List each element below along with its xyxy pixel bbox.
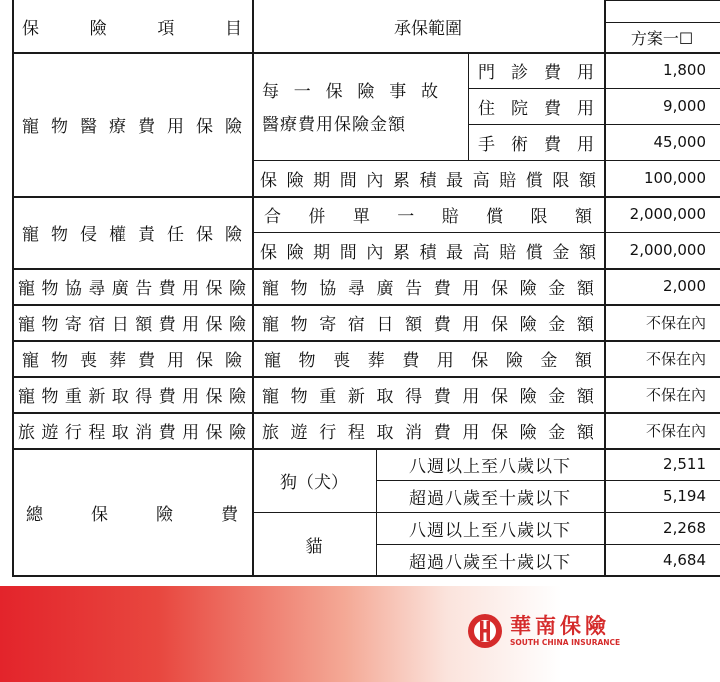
label-char: 得 [405, 386, 423, 407]
label-char: 間 [339, 242, 357, 263]
label-char: 宿 [347, 314, 365, 335]
label-char: 額 [576, 386, 594, 407]
name-char: 保 [196, 116, 213, 137]
label-char: 用 [462, 314, 480, 335]
label-char: 金 [548, 386, 566, 407]
brand-name: 華南保險 [510, 613, 610, 638]
header-char: 項 [157, 18, 175, 39]
label-char: 費 [402, 350, 420, 371]
label-char: 償 [525, 170, 543, 191]
label-char: 限 [530, 206, 548, 227]
label-char: 最 [446, 242, 464, 263]
label-char: 累 [392, 242, 410, 263]
label-char: 費 [433, 422, 451, 443]
label-char: 費 [544, 62, 561, 83]
label-char: 行 [319, 422, 337, 443]
label-char: 寵 [262, 386, 279, 407]
label-char: 費 [544, 134, 561, 155]
label-char: 用 [577, 98, 594, 119]
liability-single-value: 2,000,000 [629, 205, 706, 223]
label-char: 保 [491, 314, 508, 335]
name-char: 宿 [88, 314, 106, 335]
name-char: 取 [111, 386, 129, 407]
label-char: 額 [574, 350, 592, 371]
liability-single-label [252, 196, 604, 232]
label-char: 住 [478, 98, 495, 119]
name-char: 侵 [80, 224, 97, 245]
table-top-border [604, 0, 720, 1]
label-char: 遊 [290, 422, 308, 443]
boarding-label [252, 304, 604, 340]
name-char: 保 [205, 386, 223, 407]
name-char: 新 [88, 386, 106, 407]
label-char: 險 [519, 422, 537, 443]
name-char: 險 [225, 224, 242, 245]
label-char: 費 [433, 386, 451, 407]
liability-total-value: 2,000,000 [629, 241, 706, 259]
label-char: 保 [260, 242, 277, 263]
label-char: 險 [519, 278, 537, 299]
label-char: 險 [505, 350, 523, 371]
name-char: 消 [135, 422, 153, 443]
label-char: 門 [478, 62, 495, 83]
name-char: 險 [228, 314, 246, 335]
name-char: 行 [64, 422, 82, 443]
name-char: 險 [228, 422, 246, 443]
name-char: 取 [111, 422, 129, 443]
medical-amount-label: 醫療費用保險金額 [262, 115, 406, 135]
label-char: 高 [472, 170, 490, 191]
funeral-label [252, 340, 604, 376]
label-char: 消 [405, 422, 423, 443]
label-char: 術 [511, 134, 528, 155]
name-char: 費 [158, 314, 176, 335]
header-char: 險 [89, 18, 107, 39]
name-char: 用 [182, 278, 200, 299]
label-char: 保 [491, 278, 508, 299]
label-char: 期 [313, 170, 331, 191]
label-char: 物 [290, 278, 308, 299]
brand-footer [0, 586, 720, 682]
premium-name [12, 448, 252, 576]
label-char: 內 [366, 170, 384, 191]
name-char: 用 [167, 350, 184, 371]
name-char: 寵 [22, 350, 39, 371]
name-char: 額 [135, 314, 153, 335]
name-char: 尋 [88, 278, 106, 299]
medical-insurance-name [12, 52, 252, 196]
label-char: 償 [525, 242, 543, 263]
surgery-value: 45,000 [653, 133, 706, 151]
name-char: 保 [205, 422, 223, 443]
label-char: 旅 [262, 422, 279, 443]
name-char: 寵 [22, 224, 39, 245]
label-char: 廣 [376, 278, 394, 299]
label-char: 用 [462, 278, 480, 299]
name-char: 總 [26, 504, 43, 525]
label-char: 金 [548, 314, 566, 335]
name-char: 寵 [18, 386, 35, 407]
dog-age-old-value: 5,194 [663, 487, 706, 505]
dog-label: 狗（犬） [280, 472, 348, 493]
cat-label: 貓 [305, 536, 323, 557]
header-scope-text: 承保範圍 [394, 18, 462, 39]
label-char: 金 [548, 422, 566, 443]
name-char: 物 [41, 278, 59, 299]
name-char: 寵 [22, 116, 39, 137]
label-char: 險 [286, 170, 304, 191]
name-char: 物 [51, 224, 68, 245]
label-char: 保 [325, 82, 343, 102]
travel-cancel-value: 不保在內 [645, 421, 706, 440]
label-char: 物 [290, 386, 308, 407]
name-char: 用 [182, 386, 200, 407]
name-char: 遊 [41, 422, 59, 443]
name-char: 險 [225, 116, 242, 137]
cat-age-old-label: 超過八歲至十歲以下 [409, 552, 571, 573]
label-char: 用 [462, 386, 480, 407]
medical-per-accident [252, 52, 448, 160]
cat-age-old-value: 4,684 [663, 551, 706, 569]
label-char: 寵 [262, 314, 279, 335]
name-char: 醫 [80, 116, 97, 137]
label-char: 間 [339, 170, 357, 191]
label-char: 賠 [499, 242, 517, 263]
label-char: 額 [578, 170, 596, 191]
name-char: 保 [91, 504, 108, 525]
label-char: 費 [433, 278, 451, 299]
travel-cancel-label [252, 412, 604, 448]
label-char: 取 [376, 386, 394, 407]
label-char: 積 [419, 170, 437, 191]
label-char: 金 [540, 350, 558, 371]
reacquire-value: 不保在內 [645, 385, 706, 404]
label-char: 險 [286, 242, 304, 263]
label-char: 內 [366, 242, 384, 263]
search-ad-name [12, 268, 252, 304]
name-char: 葬 [109, 350, 126, 371]
label-char: 診 [511, 62, 528, 83]
label-char: 額 [576, 314, 594, 335]
label-char: 期 [313, 242, 331, 263]
dog-age-old-label: 超過八歲至十歲以下 [409, 488, 571, 509]
name-char: 療 [109, 116, 126, 137]
brand-logo [466, 608, 646, 654]
label-char: 金 [548, 278, 566, 299]
name-char: 物 [51, 116, 68, 137]
huanan-logo-icon [466, 612, 504, 650]
label-char: 額 [578, 242, 596, 263]
name-char: 險 [228, 278, 246, 299]
label-char: 賠 [499, 170, 517, 191]
name-char: 任 [167, 224, 184, 245]
coverage-table [12, 0, 720, 576]
inpatient-value: 9,000 [663, 97, 706, 115]
label-char: 用 [577, 62, 594, 83]
name-char: 用 [167, 116, 184, 137]
label-char: 新 [347, 386, 365, 407]
brand-english-name: SOUTH CHINA INSURANCE [510, 638, 621, 647]
label-char: 重 [319, 386, 337, 407]
label-char: 尋 [347, 278, 365, 299]
name-char: 物 [51, 350, 68, 371]
label-char: 高 [472, 242, 490, 263]
header-plan [604, 22, 720, 52]
label-char: 額 [576, 278, 594, 299]
label-char: 每 [262, 82, 279, 102]
label-char: 葬 [367, 350, 385, 371]
name-char: 費 [158, 278, 176, 299]
label-char: 喪 [333, 350, 351, 371]
name-char: 用 [182, 422, 200, 443]
funeral-name [12, 340, 252, 376]
label-char: 程 [347, 422, 365, 443]
name-char: 權 [109, 224, 126, 245]
liability-insurance-name [12, 196, 252, 268]
label-char: 保 [260, 170, 277, 191]
name-char: 費 [138, 350, 155, 371]
label-char: 併 [308, 206, 326, 227]
reacquire-name [12, 376, 252, 412]
label-char: 險 [357, 82, 375, 102]
label-char: 合 [264, 206, 281, 227]
label-char: 費 [544, 98, 561, 119]
name-char: 寵 [18, 278, 35, 299]
label-char: 金 [552, 242, 570, 263]
label-char: 故 [420, 82, 438, 102]
name-char: 喪 [80, 350, 97, 371]
name-char: 保 [205, 278, 223, 299]
label-char: 險 [519, 314, 537, 335]
name-char: 協 [64, 278, 82, 299]
header-char: 保 [22, 18, 39, 39]
name-char: 告 [135, 278, 153, 299]
name-char: 寵 [18, 314, 35, 335]
reacquire-label [252, 376, 604, 412]
medical-total-label [252, 160, 604, 196]
header-char: 目 [224, 18, 242, 39]
label-char: 取 [376, 422, 394, 443]
dog-age-young-label: 八週以上至八歲以下 [409, 456, 571, 477]
label-char: 積 [419, 242, 437, 263]
name-char: 險 [228, 386, 246, 407]
name-char: 得 [135, 386, 153, 407]
name-char: 保 [205, 314, 223, 335]
name-char: 重 [64, 386, 82, 407]
per-accident-label [252, 77, 448, 102]
label-char: 累 [392, 170, 410, 191]
name-char: 用 [182, 314, 200, 335]
outpatient-value: 1,800 [663, 61, 706, 79]
label-char: 用 [436, 350, 454, 371]
medical-total-value: 100,000 [643, 169, 706, 187]
label-char: 費 [433, 314, 451, 335]
label-char: 保 [471, 350, 489, 371]
label-char: 事 [389, 82, 407, 102]
label-char: 寵 [264, 350, 281, 371]
label-char: 額 [576, 422, 594, 443]
funeral-value: 不保在內 [645, 349, 706, 368]
label-char: 協 [319, 278, 337, 299]
search-ad-value: 2,000 [663, 277, 706, 295]
label-char: 額 [574, 206, 592, 227]
cat-age-young-label: 八週以上至八歲以下 [409, 520, 571, 541]
name-char: 旅 [18, 422, 35, 443]
label-char: 單 [352, 206, 370, 227]
search-ad-label [252, 268, 604, 304]
label-char: 保 [491, 422, 508, 443]
name-char: 保 [196, 224, 213, 245]
name-char: 費 [158, 386, 176, 407]
name-char: 寄 [64, 314, 82, 335]
label-char: 一 [293, 82, 311, 102]
name-char: 費 [138, 116, 155, 137]
label-char: 保 [491, 386, 508, 407]
name-char: 險 [225, 350, 242, 371]
label-char: 賠 [441, 206, 459, 227]
label-char: 一 [397, 206, 415, 227]
travel-cancel-name [12, 412, 252, 448]
name-char: 險 [156, 504, 173, 525]
plan-label: 方案一☐ [630, 28, 694, 48]
name-char: 廣 [111, 278, 129, 299]
boarding-value: 不保在內 [645, 313, 706, 332]
label-char: 險 [519, 386, 537, 407]
name-char: 物 [41, 314, 59, 335]
label-char: 物 [290, 314, 308, 335]
name-char: 程 [88, 422, 106, 443]
label-char: 院 [511, 98, 528, 119]
liability-total-label [252, 232, 604, 268]
name-char: 物 [41, 386, 59, 407]
header-scope [252, 0, 604, 52]
label-char: 寄 [319, 314, 337, 335]
label-char: 日 [376, 314, 394, 335]
label-char: 用 [577, 134, 594, 155]
name-char: 責 [138, 224, 155, 245]
label-char: 手 [478, 134, 495, 155]
label-char: 最 [446, 170, 464, 191]
name-char: 日 [111, 314, 129, 335]
label-char: 額 [405, 314, 423, 335]
name-char: 保 [196, 350, 213, 371]
boarding-name [12, 304, 252, 340]
label-char: 償 [486, 206, 504, 227]
inpatient-label [468, 88, 604, 124]
label-char: 告 [405, 278, 423, 299]
outpatient-label [468, 52, 604, 88]
surgery-label [468, 124, 604, 160]
label-char: 寵 [262, 278, 279, 299]
label-char: 物 [298, 350, 316, 371]
dog-age-young-value: 2,511 [663, 455, 706, 473]
name-char: 費 [221, 504, 238, 525]
name-char: 費 [158, 422, 176, 443]
cat-age-young-value: 2,268 [663, 519, 706, 537]
label-char: 限 [552, 170, 570, 191]
label-char: 用 [462, 422, 480, 443]
header-item-label [12, 0, 252, 52]
